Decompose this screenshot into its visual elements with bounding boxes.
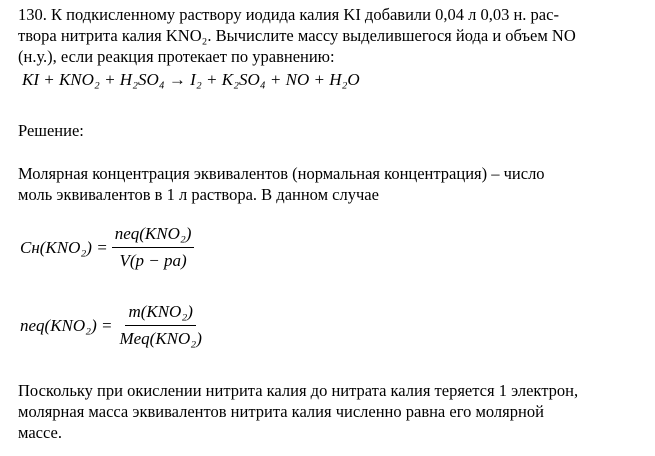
formula-normality-denominator: V(p − pa) (119, 251, 187, 270)
formula-equivalents-lhs: neq(KNO₂) = (20, 315, 113, 335)
conclusion-line-2: молярная масса эквивалентов нитрита калия численно равна его молярной (18, 402, 544, 421)
problem-line-3: (н.у.), если реакция протекает по уравнению: (18, 47, 335, 66)
conclusion-line-1: Поскольку при окислении нитрита калия до нитрата калия теряется 1 электрон, (18, 381, 579, 400)
conclusion-line-3: массе. (18, 423, 62, 442)
formula-equivalents-fraction (116, 302, 204, 349)
definition-line-1: Молярная концентрация эквивалентов (нормальная концентрация) – число (18, 164, 545, 183)
solution-label: Решение: (18, 121, 84, 140)
formula-equivalents-numerator: m(KNO₂) (125, 302, 195, 326)
formula-normality (20, 224, 198, 271)
problem-line-2: твора нитрита калия KNO₂. Вычислите массу выделившегося йода и объем NO (18, 26, 576, 45)
formula-normality-fraction (112, 224, 195, 271)
formula-equivalents (20, 302, 209, 349)
definition-line-2: моль эквивалентов в 1 л раствора. В данном случае (18, 185, 379, 204)
formula-equivalents-denominator: Meq(KNO₂) (119, 329, 202, 348)
reaction-equation: KI + KNO₂ + H₂SO₄ → I₂ + K₂SO₄ + NO + H₂O (22, 70, 360, 89)
formula-normality-numerator: neq(KNO₂) (112, 224, 195, 248)
formula-normality-lhs: Cн(KNO₂) = (20, 237, 108, 257)
problem-line-1: 130. К подкисленному раствору иодида калия KI добавили 0,04 л 0,03 н. рас- (18, 5, 559, 24)
